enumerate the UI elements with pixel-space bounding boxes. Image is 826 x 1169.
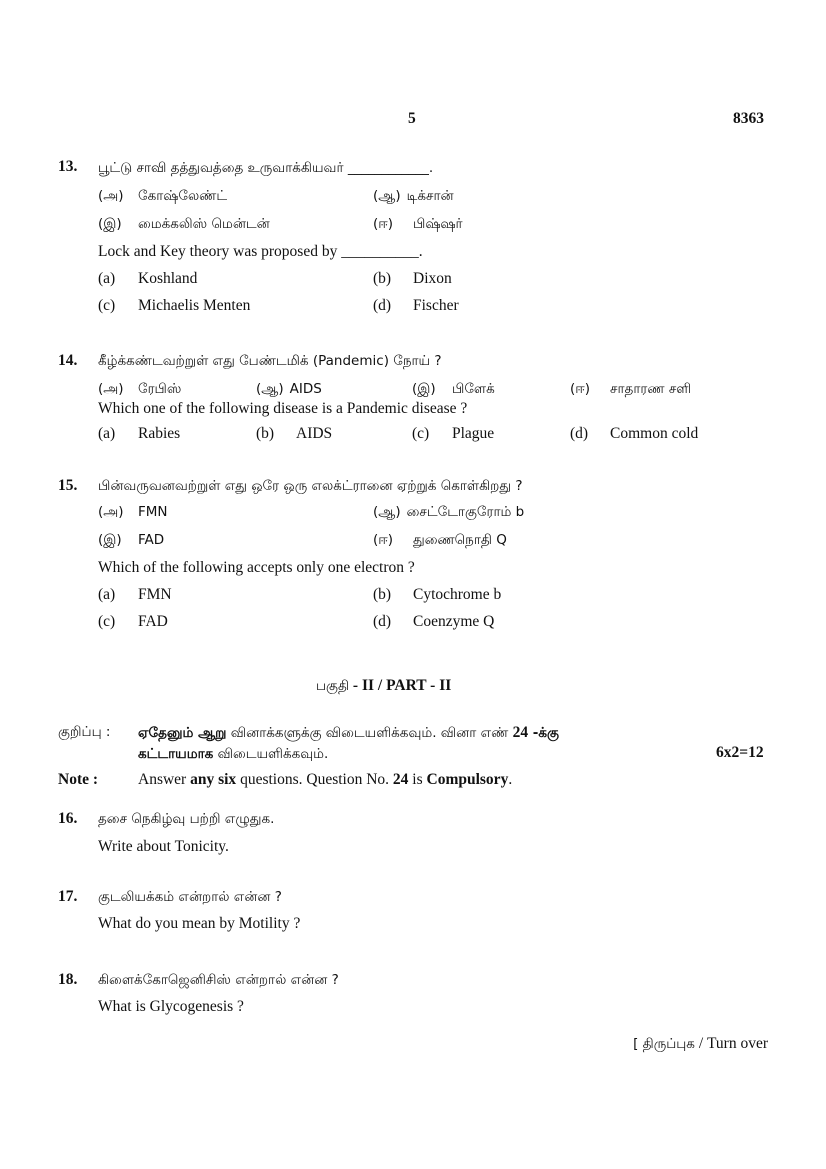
option-tamil: (அ) ரேபிஸ் [98,381,182,397]
option: (c) FAD [98,613,168,630]
option: (a) Koshland [98,270,198,287]
turn-over: [ திருப்புக / Turn over [633,1035,768,1052]
question-text-tamil: கீழ்க்கண்டவற்றுள் எது பேண்டமிக் (Pandemic) நோய் ? [98,353,442,369]
page-number: 5 [408,110,416,127]
question-number: 16. [58,810,78,827]
option: (d) Coenzyme Q [373,613,495,630]
question-text-english: Lock and Key theory was proposed by __________. [98,243,423,260]
option: (a) FMN [98,586,172,603]
question-text-tamil: குடலியக்கம் என்றால் என்ன ? [98,889,282,905]
option: (d) Common cold [570,425,699,442]
question-number: 15. [58,477,78,494]
question-text-english: Write about Tonicity. [98,838,229,855]
option-tamil: (அ) FMN [98,504,168,520]
option-tamil: (ஈ) சாதாரண சளி [570,381,692,397]
question-text-tamil: தசை நெகிழ்வு பற்றி எழுதுக. [98,811,275,827]
option-tamil: (ஆ) சைட்டோகுரோம் b [373,504,525,520]
question-text-tamil: பின்வருவனவற்றுள் எது ஒரே ஒரு எலக்ட்ரானை ஏற்றுக் கொள்கிறது ? [98,478,523,494]
question-text-english: What do you mean by Motility ? [98,915,301,932]
marks: 6x2=12 [716,744,764,761]
note-label: Note : [58,771,99,788]
option: (b) Cytochrome b [373,586,502,603]
option-tamil: (ஆ) டிக்சான் [373,188,454,204]
option-tamil: (ஆ) AIDS [256,381,322,397]
question-text-tamil: கிளைக்கோஜெனிசிஸ் என்றால் என்ன ? [98,972,339,988]
option: (d) Fischer [373,297,459,314]
question-number: 14. [58,352,78,369]
option-tamil: (இ) பிளேக் [412,381,495,397]
option-tamil: (அ) கோஷ்லேண்ட் [98,188,228,204]
option: (a) Rabies [98,425,181,442]
option-tamil: (ஈ) பிஷ்ஷர் [373,216,463,232]
question-text-tamil: பூட்டு சாவி தத்துவத்தை உருவாக்கியவர் ____________. [98,160,434,176]
paper-code: 8363 [733,110,764,127]
option: (b) AIDS [256,425,333,442]
note-text-tamil-line1: ஏதேனும் ஆறு வினாக்களுக்கு விடையளிக்கவும். வினா எண் 24 -க்கு [138,724,559,741]
question-number: 13. [58,158,78,175]
question-text-english: What is Glycogenesis ? [98,998,244,1015]
question-number: 17. [58,888,78,905]
note-label-tamil: குறிப்பு : [58,724,111,740]
note-text: Answer any six questions. Question No. 24 is Compulsory. [138,771,513,788]
option: (c) Plague [412,425,495,442]
option: (c) Michaelis Menten [98,297,251,314]
part-heading: பகுதி - II / PART - II [316,677,452,694]
question-text-english: Which one of the following disease is a Pandemic disease ? [98,400,468,417]
option-tamil: (ஈ) துணைநொதி Q [373,532,507,548]
question-number: 18. [58,971,78,988]
option: (b) Dixon [373,270,452,287]
question-text-english: Which of the following accepts only one electron ? [98,559,415,576]
option-tamil: (இ) FAD [98,532,165,548]
option-tamil: (இ) மைக்கலிஸ் மென்டன் [98,216,270,232]
note-text-tamil-line2: கட்டாயமாக விடையளிக்கவும். [138,746,329,762]
